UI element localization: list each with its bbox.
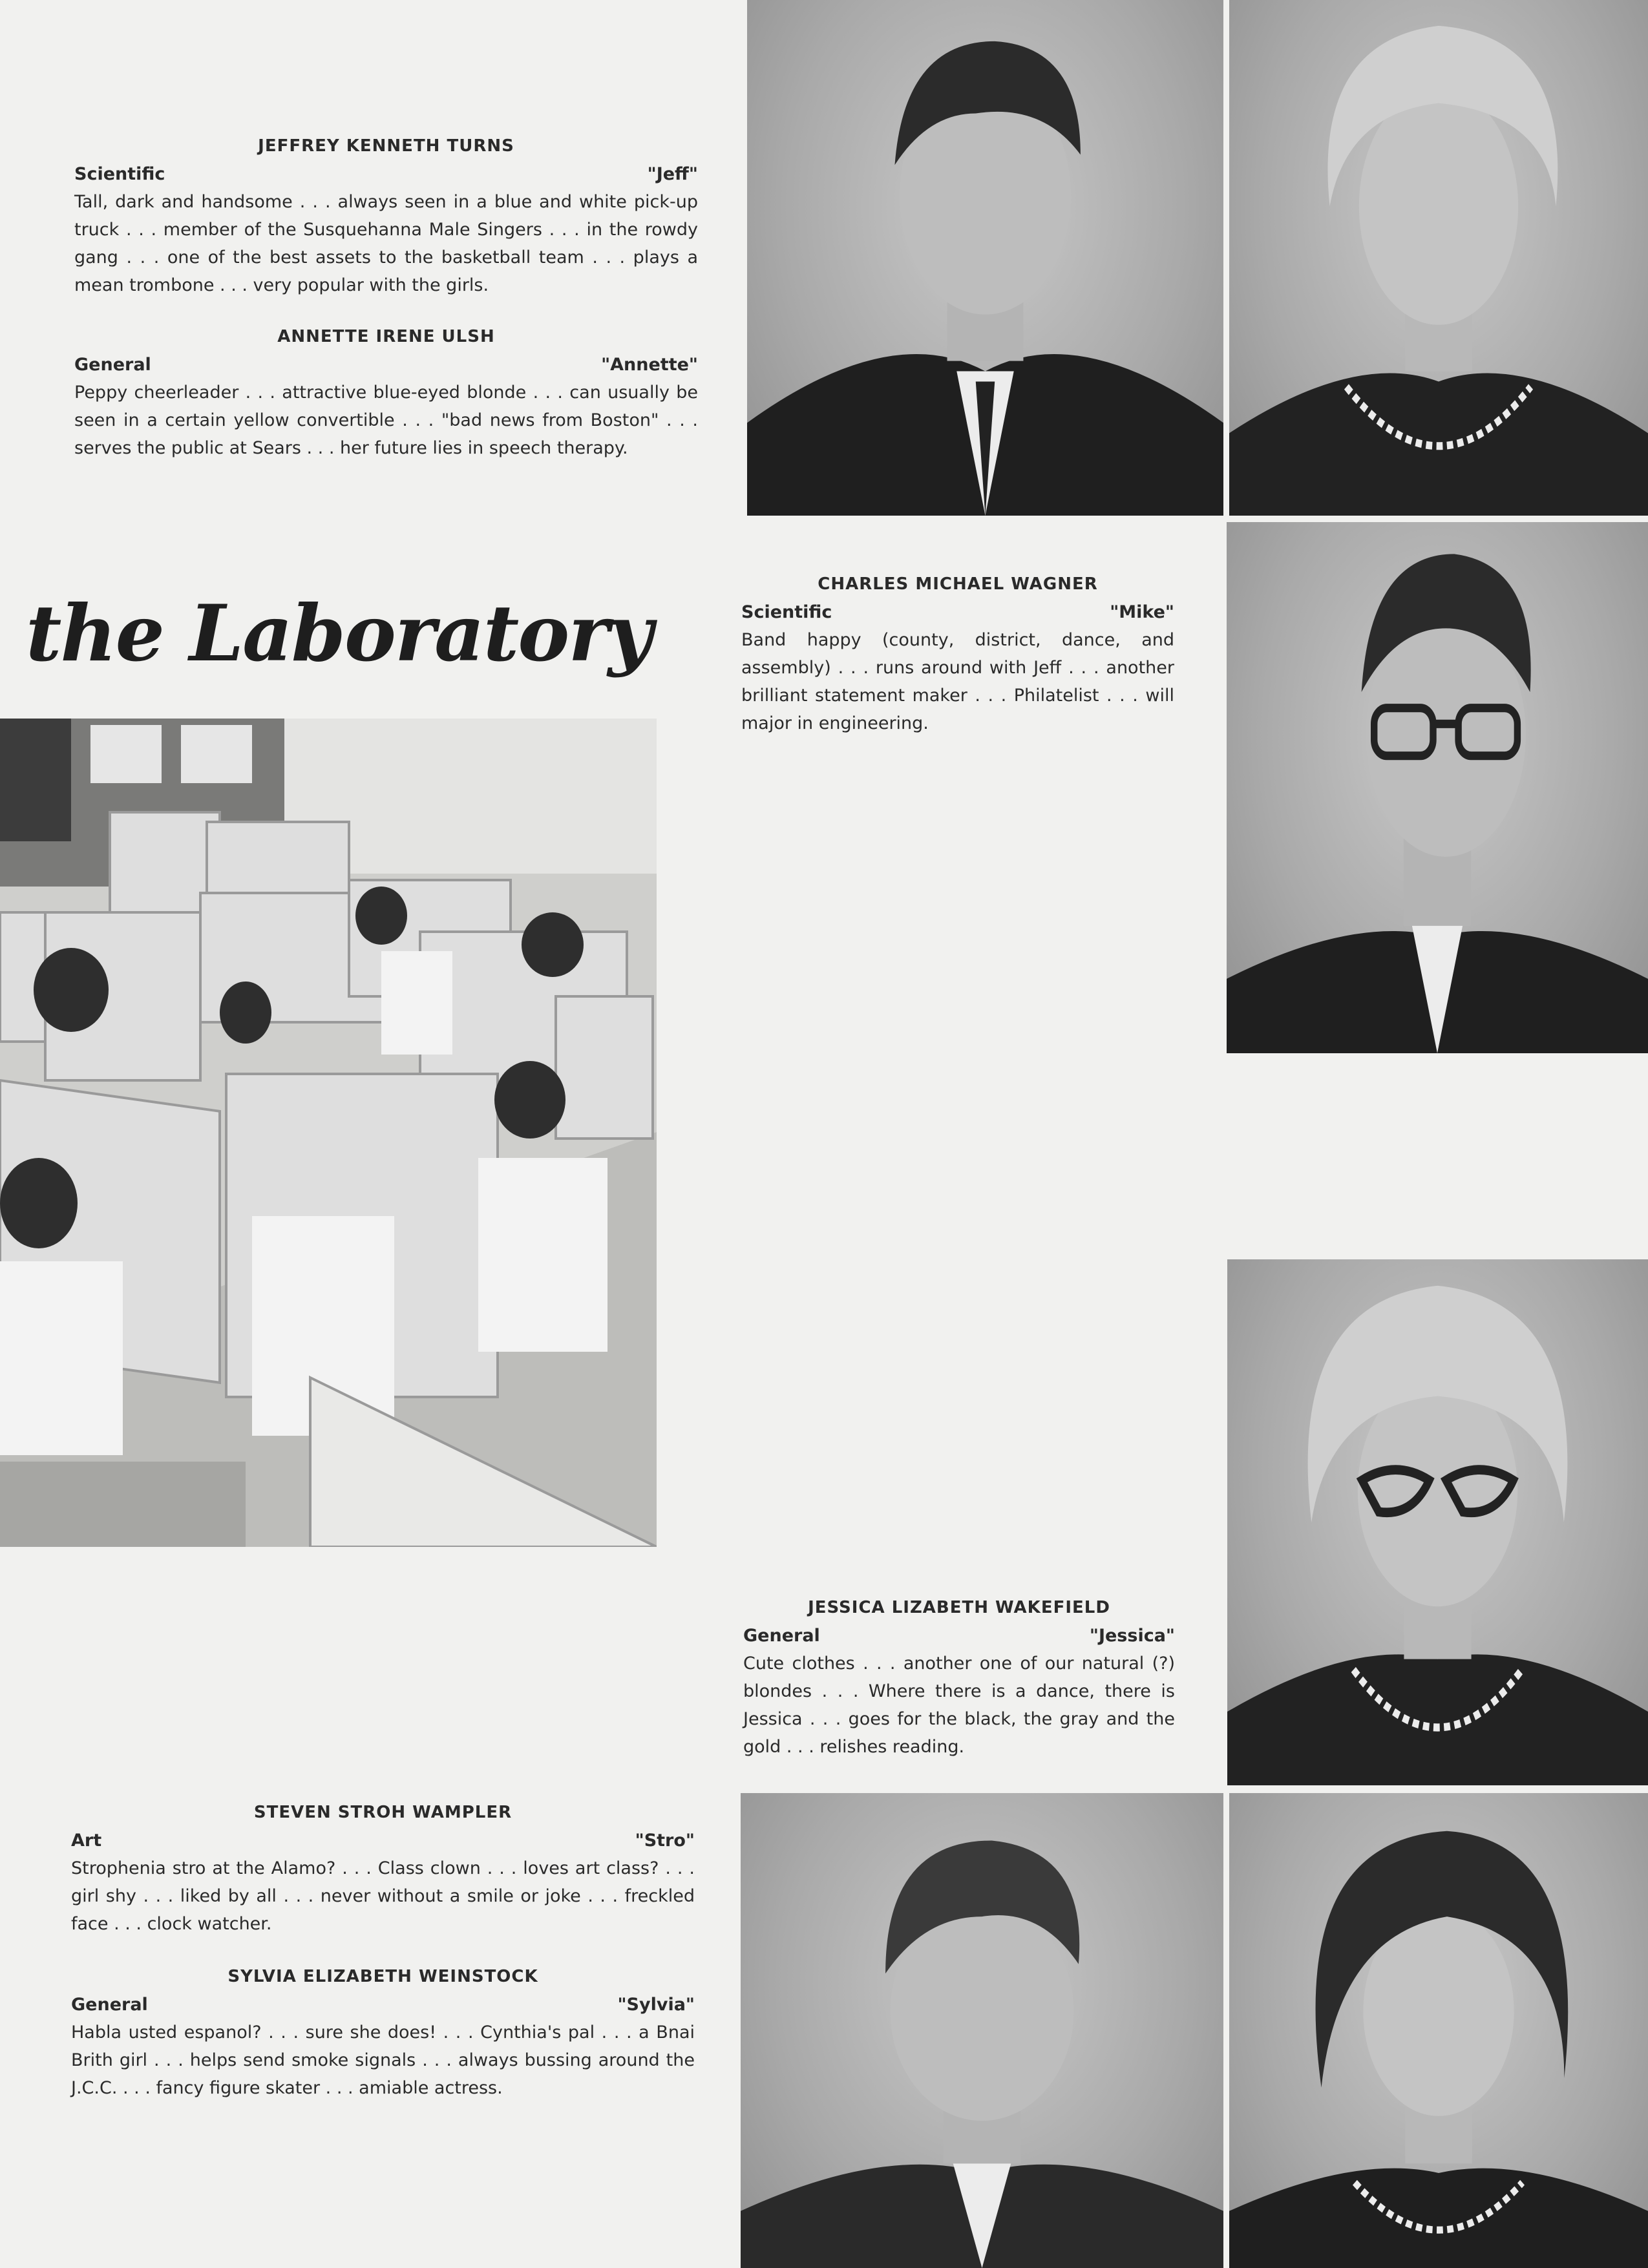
senior-meta: [743, 1622, 1175, 1650]
senior-bio: Strophenia stro at the Alamo? . . . Class clown . . . loves art class? . . . girl shy . . . liked by all . . . never without a smile or joke . . . freckled face . . . clock watcher.: [71, 1858, 695, 1934]
senior-meta: [74, 160, 698, 188]
senior-nickname: "Jessica": [1089, 1626, 1175, 1646]
portrait-sylvia-weinstock: [1229, 1793, 1648, 2268]
portrait-steven-wampler: [741, 1793, 1223, 2268]
bio-jessica-wakefield: [743, 1594, 1175, 1761]
senior-name: SYLVIA ELIZABETH WEINSTOCK: [227, 1967, 538, 1986]
senior-nickname: "Mike": [1110, 602, 1174, 622]
portrait-jessica-wakefield: [1227, 1259, 1648, 1785]
senior-name: JEFFREY KENNETH TURNS: [258, 136, 514, 156]
senior-bio: Tall, dark and handsome . . . always seen in a blue and white pick-up truck . . . member of the Susquehanna Male Singers . . . in the rowdy gang . . . one of the best assets to the basketball team . . . plays a mean trombone . . . very popular with the girls.: [74, 192, 698, 295]
senior-nickname: "Annette": [601, 355, 698, 375]
senior-course: General: [71, 1995, 148, 2015]
senior-name: JESSICA LIZABETH WAKEFIELD: [808, 1598, 1110, 1617]
senior-meta: [741, 598, 1174, 626]
senior-nickname: "Stro": [635, 1831, 695, 1851]
language-lab-photo: [0, 719, 657, 1547]
senior-course: General: [743, 1626, 820, 1646]
senior-course: General: [74, 355, 151, 375]
senior-meta: [71, 1827, 695, 1854]
senior-name: CHARLES MICHAEL WAGNER: [818, 574, 1098, 594]
senior-meta: [74, 351, 698, 379]
bio-sylvia-weinstock: [71, 1963, 695, 2102]
senior-bio: Cute clothes . . . another one of our natural (?) blondes . . . Where there is a dance, there is Jessica . . . goes for the black, the gray and the gold . . . relishes reading.: [743, 1654, 1175, 1757]
senior-course: Art: [71, 1831, 102, 1851]
bio-charles-wagner: [741, 571, 1174, 737]
senior-nickname: "Jeff": [647, 164, 698, 184]
senior-bio: Habla usted espanol? . . . sure she does! . . . Cynthia's pal . . . a Bnai Brith girl . . . helps send smoke signals . . . always bussing around the J.C.C. . . . fancy figure skater . . . amiable actress.: [71, 2022, 695, 2098]
section-title: the Laboratory: [26, 588, 652, 679]
senior-course: Scientific: [74, 164, 165, 184]
senior-course: Scientific: [741, 602, 832, 622]
senior-bio: Peppy cheerleader . . . attractive blue-eyed blonde . . . can usually be seen in a certain yellow convertible . . . "bad news from Boston" . . . serves the public at Sears . . . her future lies in speech therapy.: [74, 383, 698, 458]
portrait-annette-ulsh: [1229, 0, 1648, 516]
senior-name: STEVEN STROH WAMPLER: [253, 1803, 512, 1822]
bio-annette-ulsh: [74, 323, 698, 462]
bio-steven-wampler: [71, 1799, 695, 1938]
senior-name: ANNETTE IRENE ULSH: [277, 327, 495, 346]
bio-jeffrey-turns: [74, 132, 698, 299]
senior-nickname: "Sylvia": [617, 1995, 695, 2015]
senior-meta: [71, 1991, 695, 2019]
portrait-charles-wagner: [1227, 522, 1648, 1053]
senior-bio: Band happy (county, district, dance, and assembly) . . . runs around with Jeff . . . another brilliant statement maker . . . Philatelist . . . will major in engineering.: [741, 630, 1174, 733]
portrait-jeffrey-turns: [747, 0, 1223, 516]
